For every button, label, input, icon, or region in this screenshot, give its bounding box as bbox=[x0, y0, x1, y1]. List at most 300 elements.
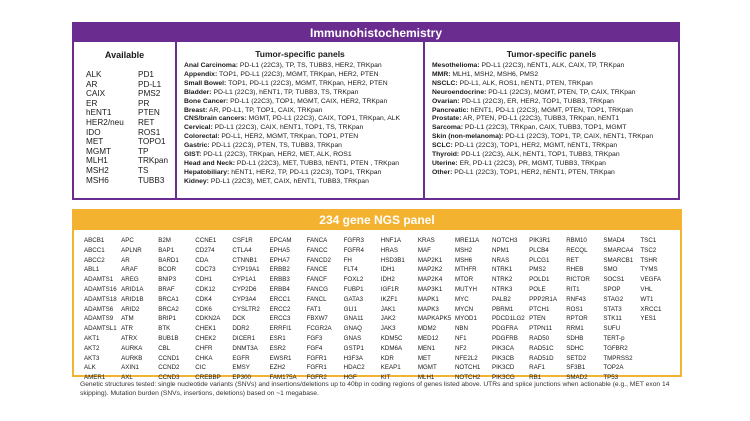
tumor-panel-markers: PD-L1 (22C3), PTEN, TS, TUBB3, TRKpan bbox=[209, 142, 342, 150]
ihc-title: Immunohistochemistry bbox=[74, 24, 678, 42]
gene-cell: ERBB4 bbox=[269, 285, 290, 293]
gene-cell: ERCC1 bbox=[269, 295, 291, 303]
gene-cell: EMSY bbox=[232, 364, 250, 372]
gene-cell: ADAMTS1 bbox=[84, 276, 114, 284]
available-item: PD-L1 bbox=[138, 79, 162, 89]
gene-cell: MRE11A bbox=[454, 237, 480, 244]
gene-cell: SMO bbox=[603, 266, 618, 274]
gene-cell: CD274 bbox=[195, 246, 215, 254]
tumor-panels-right-title: Tumor-specific panels bbox=[506, 49, 597, 59]
gene-cell: SETD2 bbox=[566, 354, 587, 362]
gene-cell: BNIP3 bbox=[158, 276, 177, 284]
tumor-panel-markers: PD-L1 (22C3), TP, TS, TUBB3, HER2, TRKpan bbox=[238, 62, 382, 69]
gene-cell: NFE2L2 bbox=[454, 354, 478, 362]
ihc-panel bbox=[72, 22, 680, 200]
gene-cell: PDGFRA bbox=[492, 325, 518, 333]
tumor-panel-name: Neuroendocrine: bbox=[432, 88, 487, 96]
gene-cell: MAP2K4 bbox=[417, 276, 443, 284]
gene-cell: TOP2A bbox=[603, 364, 624, 372]
gene-cell: FGFR3 bbox=[343, 237, 364, 244]
gene-cell: RBM10 bbox=[566, 237, 587, 244]
gene-cell: MLH1 bbox=[417, 374, 435, 382]
gene-cell: RAF1 bbox=[529, 364, 545, 372]
gene-cell: MSH6 bbox=[454, 256, 473, 264]
gene-cell: KDM6A bbox=[380, 344, 403, 352]
gene-cell: FANCD2 bbox=[306, 256, 331, 264]
gene-cell: NF1 bbox=[454, 334, 467, 342]
tumor-panel-name: Small Bowel: bbox=[184, 79, 227, 87]
gene-cell: DCK bbox=[232, 315, 246, 323]
gene-cell: EZH2 bbox=[269, 364, 286, 372]
gene-cell: TSC2 bbox=[640, 246, 657, 254]
tumor-panels-right-list bbox=[425, 62, 678, 178]
gene-cell: ERBB3 bbox=[269, 276, 290, 284]
gene-cell: BUB1B bbox=[158, 334, 179, 342]
gene-cell: NRAS bbox=[492, 256, 510, 264]
tumor-panel-name: Gastric: bbox=[184, 142, 210, 150]
ihc-body bbox=[74, 42, 678, 198]
gene-cell: NOTCH2 bbox=[454, 374, 481, 382]
gene-cell: AURKA bbox=[121, 344, 143, 352]
gene-cell: STAG2 bbox=[603, 295, 624, 303]
gene-cell: NBN bbox=[454, 325, 469, 333]
gene-cell: CYP19A1 bbox=[232, 266, 260, 274]
available-item: TP bbox=[138, 146, 149, 156]
tumor-panel-row bbox=[184, 124, 423, 133]
gene-cell: PBRM1 bbox=[492, 305, 514, 313]
gene-cell: MGMT bbox=[417, 364, 437, 372]
gene-cell: AXL bbox=[121, 374, 133, 382]
gene-cell: PMS2 bbox=[529, 266, 546, 274]
tumor-panel-name: Bone Cancer: bbox=[184, 97, 229, 105]
gene-cell: ABCC2 bbox=[84, 256, 105, 264]
gene-cell: CDKN2A bbox=[195, 315, 221, 323]
gene-cell: MDM2 bbox=[417, 325, 437, 333]
tumor-panel-name: Prostate: bbox=[432, 115, 462, 123]
gene-cell: CHEK2 bbox=[195, 334, 216, 342]
gene-cell: RICTOR bbox=[566, 276, 590, 284]
gene-cell: SPOP bbox=[603, 285, 621, 293]
gene-cell: TGFBR2 bbox=[603, 344, 628, 352]
tumor-panel-name: GIST: bbox=[184, 151, 202, 159]
tumor-panel-row bbox=[432, 142, 678, 151]
gene-cell: NTRK3 bbox=[492, 285, 513, 293]
gene-cell: PIK3CG bbox=[492, 374, 515, 382]
tumor-panel-markers: PD-L1 (22C3), hENT1, ALK, CAIX, TP, TRKpan bbox=[479, 62, 625, 69]
tumor-panel-row bbox=[184, 71, 423, 80]
tumor-panels-left bbox=[177, 42, 425, 198]
tumor-panel-row bbox=[432, 89, 678, 98]
gene-cell: ERBB2 bbox=[269, 266, 290, 274]
gene-cell: H3F3A bbox=[343, 354, 363, 362]
available-column bbox=[74, 42, 177, 198]
available-item: AR bbox=[86, 79, 98, 89]
tumor-panel-row bbox=[184, 169, 423, 178]
gene-cell: NTRK1 bbox=[492, 266, 513, 274]
gene-cell: MED12 bbox=[417, 334, 439, 342]
ngs-title: 234 gene NGS panel bbox=[74, 211, 680, 230]
gene-cell: FGF3 bbox=[306, 334, 323, 342]
tumor-panel-row bbox=[184, 160, 423, 169]
gene-cell: ARID1A bbox=[121, 285, 144, 293]
gene-cell: KDR bbox=[380, 354, 394, 362]
gene-cell: CCND3 bbox=[158, 374, 180, 382]
gene-cell: HGF bbox=[343, 374, 357, 382]
tumor-panel-row bbox=[432, 124, 678, 133]
tumor-panel-name: Anal Carcinoma: bbox=[184, 62, 239, 69]
gene-cell: NTRK2 bbox=[492, 276, 513, 284]
gene-cell: DNMT3A bbox=[232, 344, 258, 352]
available-item: PR bbox=[138, 98, 150, 108]
tumor-panel-row bbox=[184, 107, 423, 116]
gene-cell: PLCG1 bbox=[529, 256, 550, 264]
tumor-panel-row bbox=[432, 160, 678, 169]
gene-cell: RIT1 bbox=[566, 285, 580, 293]
gene-cell: FANCF bbox=[306, 276, 327, 284]
tumor-panel-markers: PD-L1 (22C3), TRKpan, HER2, MET, ALK, ROS1 bbox=[201, 151, 352, 159]
gene-cell: NOTCH1 bbox=[454, 364, 481, 372]
gene-cell: GLI1 bbox=[343, 305, 358, 313]
gene-cell: CDA bbox=[195, 256, 209, 264]
gene-cell: POLE bbox=[529, 285, 546, 293]
available-item: TOPO1 bbox=[138, 137, 166, 147]
gene-cell: BRIP1 bbox=[158, 315, 177, 323]
tumor-panel-name: Cervical: bbox=[184, 124, 213, 132]
available-item: IDO bbox=[86, 127, 101, 137]
tumor-panel-row bbox=[432, 80, 678, 89]
gene-cell: FGFR4 bbox=[343, 246, 364, 254]
gene-cell: KIT bbox=[380, 374, 391, 382]
tumor-panel-name: Other: bbox=[432, 168, 453, 176]
gene-cell: EPCAM bbox=[269, 237, 292, 244]
tumor-panel-markers: PD-L1, HER2, MGMT, TRKpan, TOP1, PTEN bbox=[219, 133, 359, 141]
gene-cell: ALK bbox=[84, 364, 96, 372]
tumor-panel-row bbox=[184, 98, 423, 107]
gene-cell: PDGFRB bbox=[492, 334, 518, 342]
tumor-panel-markers: PD-L1 (22C3), TRKpan, CAIX, TUBB3, TOP1, MGMT bbox=[462, 124, 627, 132]
available-item: MGMT bbox=[86, 146, 112, 156]
gene-cell: WT1 bbox=[640, 295, 654, 303]
gene-cell: BRCA2 bbox=[158, 305, 179, 313]
gene-cell: CYP2D6 bbox=[232, 285, 257, 293]
gene-cell: CDH1 bbox=[195, 276, 213, 284]
gene-cell: DICER1 bbox=[232, 334, 256, 342]
gene-cell: RB1 bbox=[529, 374, 542, 382]
available-item: CAIX bbox=[86, 89, 106, 99]
footnote: Genetic structures tested: single nucleotide variants (SNVs) and insertions/deletions up to 40bp in coding regions of genes listed above. UTRs and splice junctions when actionable (e.g., MET exon 14 skipping). Mutation burden (SNVs, insertions, deletions) based on ~1 megabase. bbox=[80, 381, 670, 397]
gene-cell: RPTOR bbox=[566, 315, 588, 323]
available-item: TRKpan bbox=[138, 156, 169, 166]
tumor-panel-markers: PD-L1 (22C3), MGMT, PTEN, TP, CAIX, TRKpan bbox=[486, 88, 636, 96]
gene-cell: ATR bbox=[121, 325, 134, 333]
gene-cell: ABCC1 bbox=[84, 246, 105, 254]
gene-cell: HDAC2 bbox=[343, 364, 365, 372]
gene-cell: HRAS bbox=[380, 246, 398, 254]
gene-cell: B2M bbox=[158, 237, 171, 244]
gene-cell: FANCL bbox=[306, 295, 327, 303]
gene-cell: IKZF1 bbox=[380, 295, 398, 303]
available-item: MET bbox=[86, 137, 104, 147]
gene-cell: AKT2 bbox=[84, 344, 100, 352]
gene-cell: MET bbox=[417, 354, 431, 362]
tumor-panel-name: Bladder: bbox=[184, 88, 212, 96]
tumor-panel-markers: MLH1, MSH2, MSH6, PMS2 bbox=[450, 70, 539, 78]
gene-cell: PTEN bbox=[529, 315, 546, 323]
tumor-panel-markers: PD-L1 (22C3), TOP1, MGMT, CAIX, HER2, TRKpan bbox=[228, 97, 388, 105]
gene-cell: FUBP1 bbox=[343, 285, 364, 293]
gene-cell: EPHA5 bbox=[269, 246, 290, 254]
gene-cell: JAK2 bbox=[380, 315, 396, 323]
gene-cell: MTHFR bbox=[454, 266, 477, 274]
tumor-panel-markers: hENT1, PD-L1 (22C3), MGMT, PTEN, TOP1, TRKpan bbox=[468, 106, 633, 114]
gene-cell: TMPRSS2 bbox=[603, 354, 633, 362]
gene-cell: FANCC bbox=[306, 246, 328, 254]
gene-cell: FGFR1 bbox=[306, 354, 327, 362]
available-item: MLH1 bbox=[86, 156, 108, 166]
tumor-panel-row bbox=[184, 80, 423, 89]
gene-cell: RNF43 bbox=[566, 295, 586, 303]
gene-cell: TSHR bbox=[640, 256, 658, 264]
gene-cell: HSD3B1 bbox=[380, 256, 405, 264]
gene-cell bbox=[640, 334, 677, 344]
tumor-panel-row bbox=[184, 178, 423, 187]
gene-cell: TERT-p bbox=[603, 334, 625, 342]
gene-cell: AKT3 bbox=[84, 354, 100, 362]
gene-cell: ATRX bbox=[121, 334, 138, 342]
available-item: RET bbox=[138, 117, 155, 127]
gene-cell: BCOR bbox=[158, 266, 177, 274]
gene-cell: POLD1 bbox=[529, 276, 550, 284]
tumor-panel-name: Pancreatic: bbox=[432, 106, 469, 114]
tumor-panel-row bbox=[432, 133, 678, 142]
gene-cell: BAP1 bbox=[158, 246, 175, 254]
available-title: Available bbox=[104, 50, 145, 60]
gene-cell: ADAMTSL1 bbox=[84, 325, 117, 333]
gene-cell: CDK12 bbox=[195, 285, 216, 293]
gene-cell: TP53 bbox=[603, 374, 619, 382]
tumor-panel-name: Sarcoma: bbox=[432, 124, 463, 132]
available-list bbox=[74, 70, 175, 185]
gene-cell: SMAD4 bbox=[603, 237, 625, 244]
tumor-panel-row bbox=[184, 133, 423, 142]
gene-cell: FANCE bbox=[306, 266, 328, 274]
gene-cell: PIK3CA bbox=[492, 344, 515, 352]
gene-cell: CYP1A1 bbox=[232, 276, 257, 284]
gene-cell: RAD51D bbox=[529, 354, 554, 362]
tumor-panel-name: Mesothelioma: bbox=[432, 62, 480, 69]
available-item: ER bbox=[86, 98, 98, 108]
tumor-panel-markers: PD-L1 (22C3), ER, HER2, TOP1, TUBB3, TRKpan bbox=[459, 97, 614, 105]
tumor-panel-name: NSCLC: bbox=[432, 79, 458, 87]
gene-cell: MAPK3 bbox=[417, 305, 439, 313]
gene-cell: PTPN11 bbox=[529, 325, 553, 333]
gene-cell: CBL bbox=[158, 344, 171, 352]
tumor-panel-row bbox=[184, 62, 423, 71]
gene-cell: CHFR bbox=[195, 344, 213, 352]
gene-cell: ADAMTS18 bbox=[84, 295, 117, 303]
gene-cell: CTLA4 bbox=[232, 246, 252, 254]
gene-cell: IGF1R bbox=[380, 285, 399, 293]
gene-cell: CHEK1 bbox=[195, 325, 216, 333]
gene-cell: BARD1 bbox=[158, 256, 179, 264]
tumor-panel-row bbox=[432, 169, 678, 178]
tumor-panel-markers: PD-L1 (22C3), MET, TUBB3, hENT1, PTEN , TRKpan bbox=[235, 159, 400, 167]
tumor-panel-name: Kidney: bbox=[184, 177, 209, 185]
tumor-panel-name: Uterine: bbox=[432, 159, 458, 167]
available-item: hENT1 bbox=[86, 108, 112, 118]
gene-cell: APC bbox=[121, 237, 134, 244]
gene-cell: SMARCB1 bbox=[603, 256, 634, 264]
tumor-panel-name: Colorectal: bbox=[184, 133, 220, 141]
gene-cell: CTNNB1 bbox=[232, 256, 258, 264]
gene-cell: FOXL2 bbox=[343, 276, 364, 284]
tumor-panel-name: Ovarian: bbox=[432, 97, 460, 105]
gene-cell: SUFU bbox=[603, 325, 621, 333]
gene-cell: CYP3A4 bbox=[232, 295, 257, 303]
tumor-panel-row bbox=[432, 151, 678, 160]
gene-cell: CHKA bbox=[195, 354, 213, 362]
gene-cell: FLT4 bbox=[343, 266, 358, 274]
gene-cell: ROS1 bbox=[566, 305, 584, 313]
tumor-panel-row bbox=[432, 98, 678, 107]
gene-cell: MYCN bbox=[454, 305, 474, 313]
gene-cell: RECQL bbox=[566, 246, 588, 254]
gene-cell: MAP3K1 bbox=[417, 285, 443, 293]
gene-cell: AREG bbox=[121, 276, 139, 284]
gene-cell: DDR2 bbox=[232, 325, 250, 333]
available-item: PMS2 bbox=[138, 89, 161, 99]
gene-cell: AURKB bbox=[121, 354, 143, 362]
gene-cell: GSTP1 bbox=[343, 344, 364, 352]
tumor-panel-markers: PD-L1, ALK, ROS1, hENT1, PTEN, TRKpan bbox=[457, 79, 593, 87]
gene-cell: STK11 bbox=[603, 315, 622, 323]
tumor-panels-right bbox=[425, 42, 678, 198]
gene-cell: ESR1 bbox=[269, 334, 286, 342]
gene-cell: PALB2 bbox=[492, 295, 511, 303]
gene-cell: PIK3R1 bbox=[529, 237, 551, 244]
tumor-panel-markers: TOP1, PD-L1 (22C3), MGMT, TRKpan, HER2, PTEN bbox=[217, 70, 379, 78]
gene-cell: BTK bbox=[158, 325, 171, 333]
gene-cell: SDHB bbox=[566, 334, 584, 342]
available-item: TS bbox=[138, 165, 149, 175]
gene-cell: ADAMTS6 bbox=[84, 305, 114, 313]
gene-cell: MAPK1 bbox=[417, 295, 439, 303]
gene-cell: CREBBP bbox=[195, 374, 221, 382]
gene-cell: VEGFA bbox=[640, 276, 662, 284]
tumor-panel-row bbox=[184, 142, 423, 151]
gene-cell: EGFR bbox=[232, 354, 250, 362]
tumor-panel-markers: ER, PD-L1 (22C3), PR, MGMT, TUBB3, TRKpan bbox=[457, 159, 606, 167]
gene-cell bbox=[640, 324, 677, 334]
tumor-panel-markers: PD-L1 (22C3), MET, CAIX, hENT1, TUBB3, TRKpan bbox=[208, 177, 369, 185]
tumor-panel-name: Head and Neck: bbox=[184, 159, 235, 167]
tumor-panel-row bbox=[432, 62, 678, 71]
tumor-panel-row bbox=[184, 89, 423, 98]
gene-cell: FGFR1 bbox=[306, 364, 327, 372]
tumor-panels-left-list bbox=[177, 62, 423, 187]
gene-cell: MTOR bbox=[454, 276, 474, 284]
gene-cell: CDK6 bbox=[195, 305, 212, 313]
gene-cell: EPHA7 bbox=[269, 256, 290, 264]
gene-cell: NOTCH3 bbox=[492, 237, 518, 244]
tumor-panel-markers: PD-L1 (22C3), TOP1, HER2, hENT1, PTEN, TRKpan bbox=[452, 168, 615, 176]
gene-cell: ABL1 bbox=[84, 266, 100, 274]
gene-cell: ERRFI1 bbox=[269, 325, 292, 333]
tumor-panel-markers: PD-L1 (22C3), ALK, hENT1, TOP1, TUBB3, TRKpan bbox=[459, 151, 620, 159]
tumor-panel-markers: hENT1, HER2, TP, PD-L1 (22C3), TOP1, TRKpan bbox=[229, 168, 382, 176]
tumor-panel-name: CNS/brain cancers: bbox=[184, 115, 247, 123]
gene-cell: BRAF bbox=[158, 285, 175, 293]
gene-cell: XRCC1 bbox=[640, 305, 662, 313]
gene-cell: FANCG bbox=[306, 285, 328, 293]
gene-cell: SF3B1 bbox=[566, 364, 586, 372]
available-item: MSH6 bbox=[86, 175, 109, 185]
gene-cell: FCGR2A bbox=[306, 325, 332, 333]
gene-cell: PIK3CB bbox=[492, 354, 515, 362]
available-item: HER2/neu bbox=[86, 117, 124, 127]
gene-cell: FAM175A bbox=[269, 374, 297, 382]
gene-cell: MAP2K2 bbox=[417, 266, 443, 274]
gene-cell: EWSR1 bbox=[269, 354, 292, 362]
tumor-panel-markers: PD-L1 (22C3), CAIX, hENT1, TOP1, TS, TRKpan bbox=[212, 124, 364, 132]
ngs-panel bbox=[72, 209, 682, 382]
gene-cell: FGFR2 bbox=[306, 374, 327, 382]
gene-cell: TSC1 bbox=[640, 237, 657, 244]
tumor-panels-left-title: Tumor-specific panels bbox=[255, 49, 345, 59]
gene-cell: AKT1 bbox=[84, 334, 100, 342]
gene-cell: CCND2 bbox=[158, 364, 180, 372]
tumor-panel-markers: PD-L1 (22C3), hENT1, TP, TUBB3, TS, TRKpan bbox=[211, 88, 359, 96]
gene-cell: RET bbox=[566, 256, 579, 264]
gene-cell: FANCA bbox=[306, 237, 328, 244]
gene-cell: CIC bbox=[195, 364, 206, 372]
available-item: TUBB3 bbox=[138, 175, 165, 185]
gene-cell bbox=[640, 354, 677, 364]
gene-cell: MEN1 bbox=[417, 344, 436, 352]
gene-cell: BRCA1 bbox=[158, 295, 179, 303]
gene-cell bbox=[640, 363, 677, 373]
tumor-panel-row bbox=[432, 107, 678, 116]
gene-cell: ERCC3 bbox=[269, 315, 291, 323]
available-item: MSH2 bbox=[86, 165, 109, 175]
gene-cell: PDCD1LG2 bbox=[492, 315, 525, 323]
gene-cell: APLNR bbox=[121, 246, 142, 254]
gene-cell: ABCB1 bbox=[84, 237, 105, 244]
gene-cell: ADAMTS9 bbox=[84, 315, 114, 323]
gene-cell: GATA3 bbox=[343, 295, 364, 303]
tumor-panel-name: Skin (non-melanoma): bbox=[432, 133, 504, 141]
tumor-panel-row bbox=[432, 115, 678, 124]
gene-cell: ERCC2 bbox=[269, 305, 291, 313]
gene-cell: NF2 bbox=[454, 344, 467, 352]
gene-cell: SMARCA4 bbox=[603, 246, 634, 254]
available-item: ROS1 bbox=[138, 127, 161, 137]
gene-cell: TYMS bbox=[640, 266, 658, 274]
gene-cell: IDH2 bbox=[380, 276, 395, 284]
gene-cell: CDC73 bbox=[195, 266, 216, 274]
gene-cell: ESR2 bbox=[269, 344, 286, 352]
gene-cell: KRAS bbox=[417, 237, 435, 244]
available-item: ALK bbox=[86, 70, 102, 79]
gene-cell: HNF1A bbox=[380, 237, 402, 244]
gene-cell: FBXW7 bbox=[306, 315, 328, 323]
available-item: PD1 bbox=[138, 70, 154, 79]
gene-cell: ATM bbox=[121, 315, 134, 323]
tumor-panel-markers: PD-L1 (22C3), TOP1, HER2, MGMT, hENT1, TRKpan bbox=[452, 142, 618, 150]
gene-cell: EP300 bbox=[232, 374, 251, 382]
gene-cell: RAD50 bbox=[529, 334, 550, 342]
tumor-panel-markers: PD-L1 (22C3), TOP1, TP, CAIX, hENT1, TRKpan bbox=[503, 133, 654, 141]
